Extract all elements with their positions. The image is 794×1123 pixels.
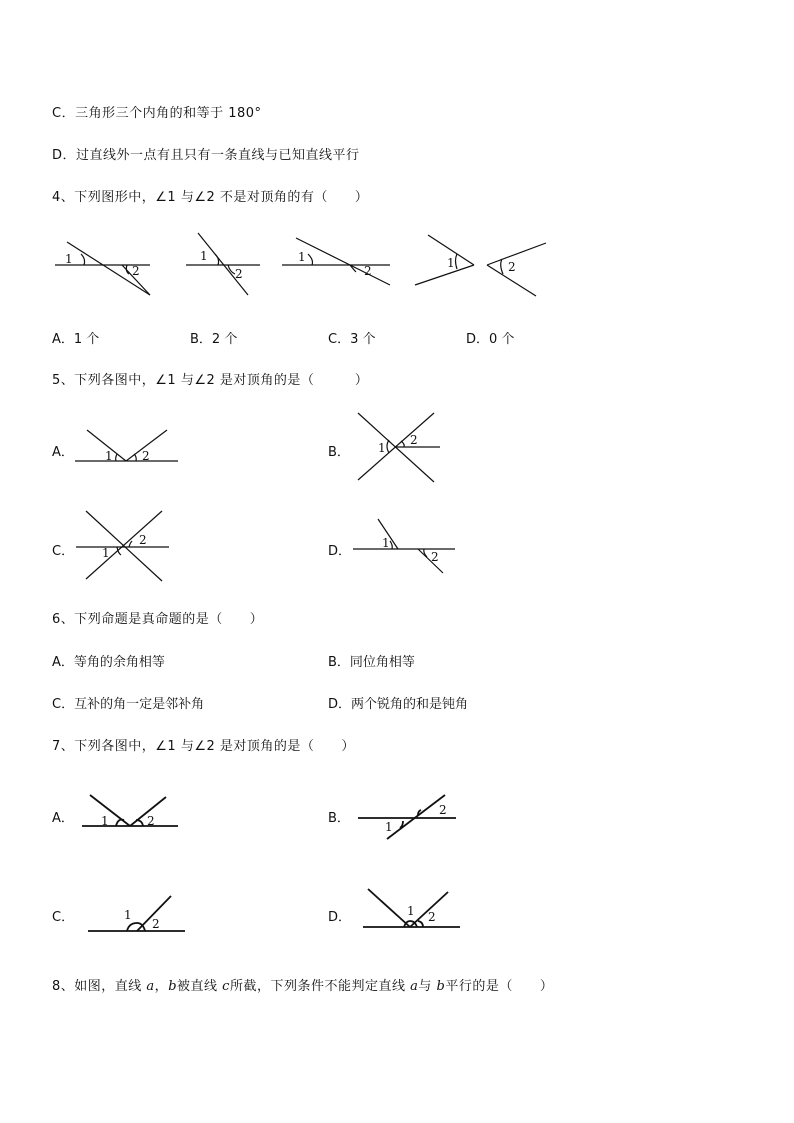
- q6-option-b: B．同位角相等: [328, 655, 415, 670]
- q5b-label-2: 2: [410, 433, 418, 447]
- q5a-label-2: 2: [142, 449, 150, 463]
- q5-option-b-letter: B．: [328, 445, 350, 460]
- q5-figure-a: [70, 420, 190, 470]
- q4-figures: [50, 230, 560, 305]
- q7-option-a-letter: A．: [52, 811, 74, 826]
- q7a-label-1: 1: [101, 814, 109, 828]
- q4-option-a: A．1 个: [52, 332, 100, 347]
- q4-fig3-label-1: 1: [298, 250, 306, 264]
- q4-fig1-label-2: 2: [132, 264, 140, 278]
- q5d-label-2: 2: [431, 550, 439, 564]
- q4-fig4-label-2: 2: [508, 260, 516, 274]
- q5-option-d-letter: D．: [328, 544, 352, 559]
- q7-option-c-letter: C．: [52, 910, 75, 925]
- q4-fig3-label-2: 2: [364, 264, 372, 278]
- q7c-label-1: 1: [124, 908, 132, 922]
- q8-var-b: b: [168, 979, 178, 994]
- q4-fig2-label-1: 1: [200, 249, 208, 263]
- q4-fig2-label-2: 2: [235, 267, 243, 281]
- q8-stem: 8、如图，直线 a，b被直线 c所截，下列条件不能判定直线 a与 b平行的是（ ）: [52, 979, 554, 994]
- q5-figure-c: [74, 507, 174, 582]
- q4-figure-1: [55, 242, 150, 295]
- q7b-label-2: 2: [439, 803, 447, 817]
- q4-figure-3: [282, 238, 390, 285]
- q8-var-a: a: [146, 979, 155, 994]
- q7-stem: 7、下列各图中，∠1 与∠2 是对顶角的是（ ）: [52, 739, 355, 754]
- q4-option-c: C．3 个: [328, 332, 376, 347]
- q7-figure-d: [360, 884, 465, 934]
- q5-figure-d: [350, 515, 460, 575]
- q5a-label-1: 1: [105, 449, 113, 463]
- q5d-label-1: 1: [382, 536, 390, 550]
- q4-option-d: D．0 个: [466, 332, 515, 347]
- q3-option-d: D．过直线外一点有且只有一条直线与已知直线平行: [52, 148, 360, 163]
- q8-var-a2: a: [410, 979, 419, 994]
- q8-var-c: c: [222, 979, 230, 994]
- q4-stem: 4、下列图形中，∠1 与∠2 不是对顶角的有（ ）: [52, 190, 369, 205]
- q3-option-c: C．三角形三个内角的和等于 180°: [52, 106, 262, 121]
- q4-figure-4: [415, 235, 546, 296]
- q5-stem: 5、下列各图中，∠1 与∠2 是对顶角的是（ ）: [52, 373, 369, 388]
- q5-figure-b: [350, 408, 450, 488]
- q5b-label-1: 1: [378, 441, 386, 455]
- q5-option-c-letter: C．: [52, 544, 75, 559]
- q7-option-b-letter: B．: [328, 811, 350, 826]
- q4-figure-2: [186, 233, 260, 295]
- q6-option-d: D．两个锐角的和是钝角: [328, 697, 469, 712]
- q8-var-b2: b: [436, 979, 446, 994]
- q5-option-a-letter: A．: [52, 445, 74, 460]
- q4-fig4-label-1: 1: [447, 256, 455, 270]
- q5c-label-1: 1: [102, 546, 110, 560]
- q5c-label-2: 2: [139, 533, 147, 547]
- q7c-label-2: 2: [152, 917, 160, 931]
- q7-figure-a: [80, 790, 185, 835]
- q7d-label-2: 2: [428, 910, 436, 924]
- q7d-label-1: 1: [407, 904, 415, 918]
- q7-figure-c: [85, 888, 190, 938]
- q6-option-a: A．等角的余角相等: [52, 655, 165, 670]
- q4-fig1-label-1: 1: [65, 252, 73, 266]
- q7-figure-b: [355, 785, 460, 845]
- q7-option-d-letter: D．: [328, 910, 352, 925]
- q7b-label-1: 1: [385, 820, 393, 834]
- q7a-label-2: 2: [147, 814, 155, 828]
- q4-option-b: B．2 个: [190, 332, 238, 347]
- q6-option-c: C．互补的角一定是邻补角: [52, 697, 205, 712]
- q6-stem: 6、下列命题是真命题的是（ ）: [52, 612, 264, 627]
